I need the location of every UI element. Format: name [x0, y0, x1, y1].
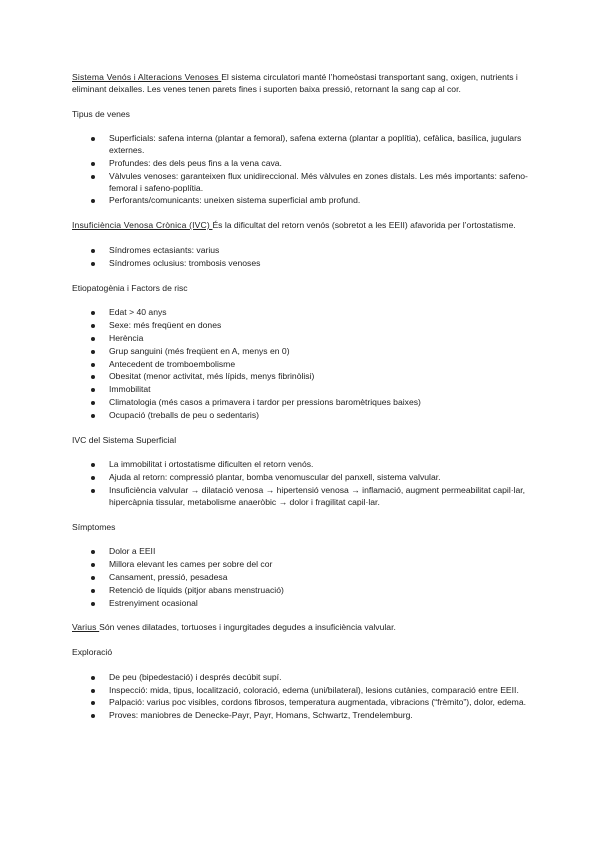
list-item: Climatologia (més casos a primavera i tardor per pressions baromètriques baixes): [72, 397, 530, 409]
list-item: Vàlvules venoses: garanteixen flux unidireccional. Més vàlvules en zones distals. Les més importants: safeno-femoral i safeno-poplítia.: [72, 171, 530, 195]
list-item: Immobilitat: [72, 384, 530, 396]
heading-simptomes: Símptomes: [72, 521, 116, 532]
list-item: Estrenyiment ocasional: [72, 598, 530, 610]
list-item: Proves: maniobres de Denecke-Payr, Payr, Homans, Schwartz, Trendelemburg.: [72, 710, 530, 722]
intro-text: El sistema circulatori manté l’homeòstasi transportant sang, oxigen, nutrients i eliminant deixalles. Les venes tenen parets fines i suporten baixa pressió, retornant la sang cap al cor.: [72, 72, 518, 94]
list-item: Palpació: varius poc visibles, cordons fibrosos, temperatura augmentada, vibracions (“frèmito”), dolor, edema.: [72, 697, 530, 709]
list-item: De peu (bipedestació) i després decúbit supí.: [72, 672, 530, 684]
list-item: Antecedent de tromboembolisme: [72, 359, 530, 371]
list-ivc-superficial: [72, 459, 530, 508]
list-item: Ajuda al retorn: compressió plantar, bomba venomuscular del panxell, sistema valvular.: [72, 472, 530, 484]
heading-etio: Etiopatogènia i Factors de risc: [72, 282, 188, 293]
varius-paragraph: [72, 622, 530, 634]
list-exploracio: [72, 672, 530, 722]
list-item: Cansament, pressió, pesadesa: [72, 572, 530, 584]
list-item: Superficials: safena interna (plantar a femoral), safena externa (plantar a poplítia), cefàlica, basílica, jugulars externes.: [72, 133, 530, 157]
varius-text: Són venes dilatades, tortuoses i ingurgitades degudes a insuficiència valvular.: [99, 622, 396, 633]
list-item: Dolor a EEII: [72, 546, 530, 558]
list-item: Inspecció: mida, tipus, localització, coloració, edema (uni/bilateral), lesions cutànies, comparació entre EEII.: [72, 685, 530, 697]
list-item: Retenció de líquids (pitjor abans menstruació): [72, 585, 530, 597]
list-item: La immobilitat i ortostatisme dificulten el retorn venós.: [72, 459, 530, 471]
list-item: Herència: [72, 333, 530, 345]
intro-paragraph: [72, 72, 530, 96]
ivc-paragraph: [72, 220, 530, 232]
list-ivc: [72, 245, 530, 270]
list-item: Grup sanguini (més freqüent en A, menys en 0): [72, 346, 530, 358]
heading-ivc-superficial: IVC del Sistema Superficial: [72, 434, 177, 445]
list-tipus: [72, 133, 530, 207]
ivc-text: És la dificultat del retorn venós (sobretot a les EEII) afavorida per l’ortostatisme.: [212, 220, 516, 231]
list-item: Obesitat (menor activitat, més lípids, menys fibrinòlisi): [72, 371, 530, 383]
list-item: Sexe: més freqüent en dones: [72, 320, 530, 332]
document-page: [72, 72, 530, 735]
section-title-varius: Varius: [72, 622, 100, 633]
list-item: Síndromes oclusius: trombosis venoses: [72, 258, 530, 270]
list-etio: [72, 307, 530, 421]
list-simptomes: [72, 546, 530, 609]
list-item: Síndromes ectasiants: varius: [72, 245, 530, 257]
list-item: Ocupació (treballs de peu o sedentaris): [72, 410, 530, 422]
list-item: Perforants/comunicants: uneixen sistema superficial amb profund.: [72, 195, 530, 207]
heading-tipus: Tipus de venes: [72, 108, 130, 119]
list-item: Millora elevant les cames per sobre del cor: [72, 559, 530, 571]
list-item: Edat > 40 anys: [72, 307, 530, 319]
list-item: Profundes: des dels peus fins a la vena cava.: [72, 158, 530, 170]
section-title-sistema: Sistema Venós i Alteracions Venoses: [72, 72, 222, 82]
heading-exploracio: Exploració: [72, 647, 113, 658]
list-item: Insuficiència valvular → dilatació venosa → hipertensió venosa → inflamació, augment permeabilitat capil·lar, hipercàpnia tissular, metabolisme anaeròbic → dolor i fragilitat capil·lar.: [72, 485, 530, 509]
section-title-ivc: Insuficiència Venosa Crònica (IVC): [72, 220, 213, 231]
